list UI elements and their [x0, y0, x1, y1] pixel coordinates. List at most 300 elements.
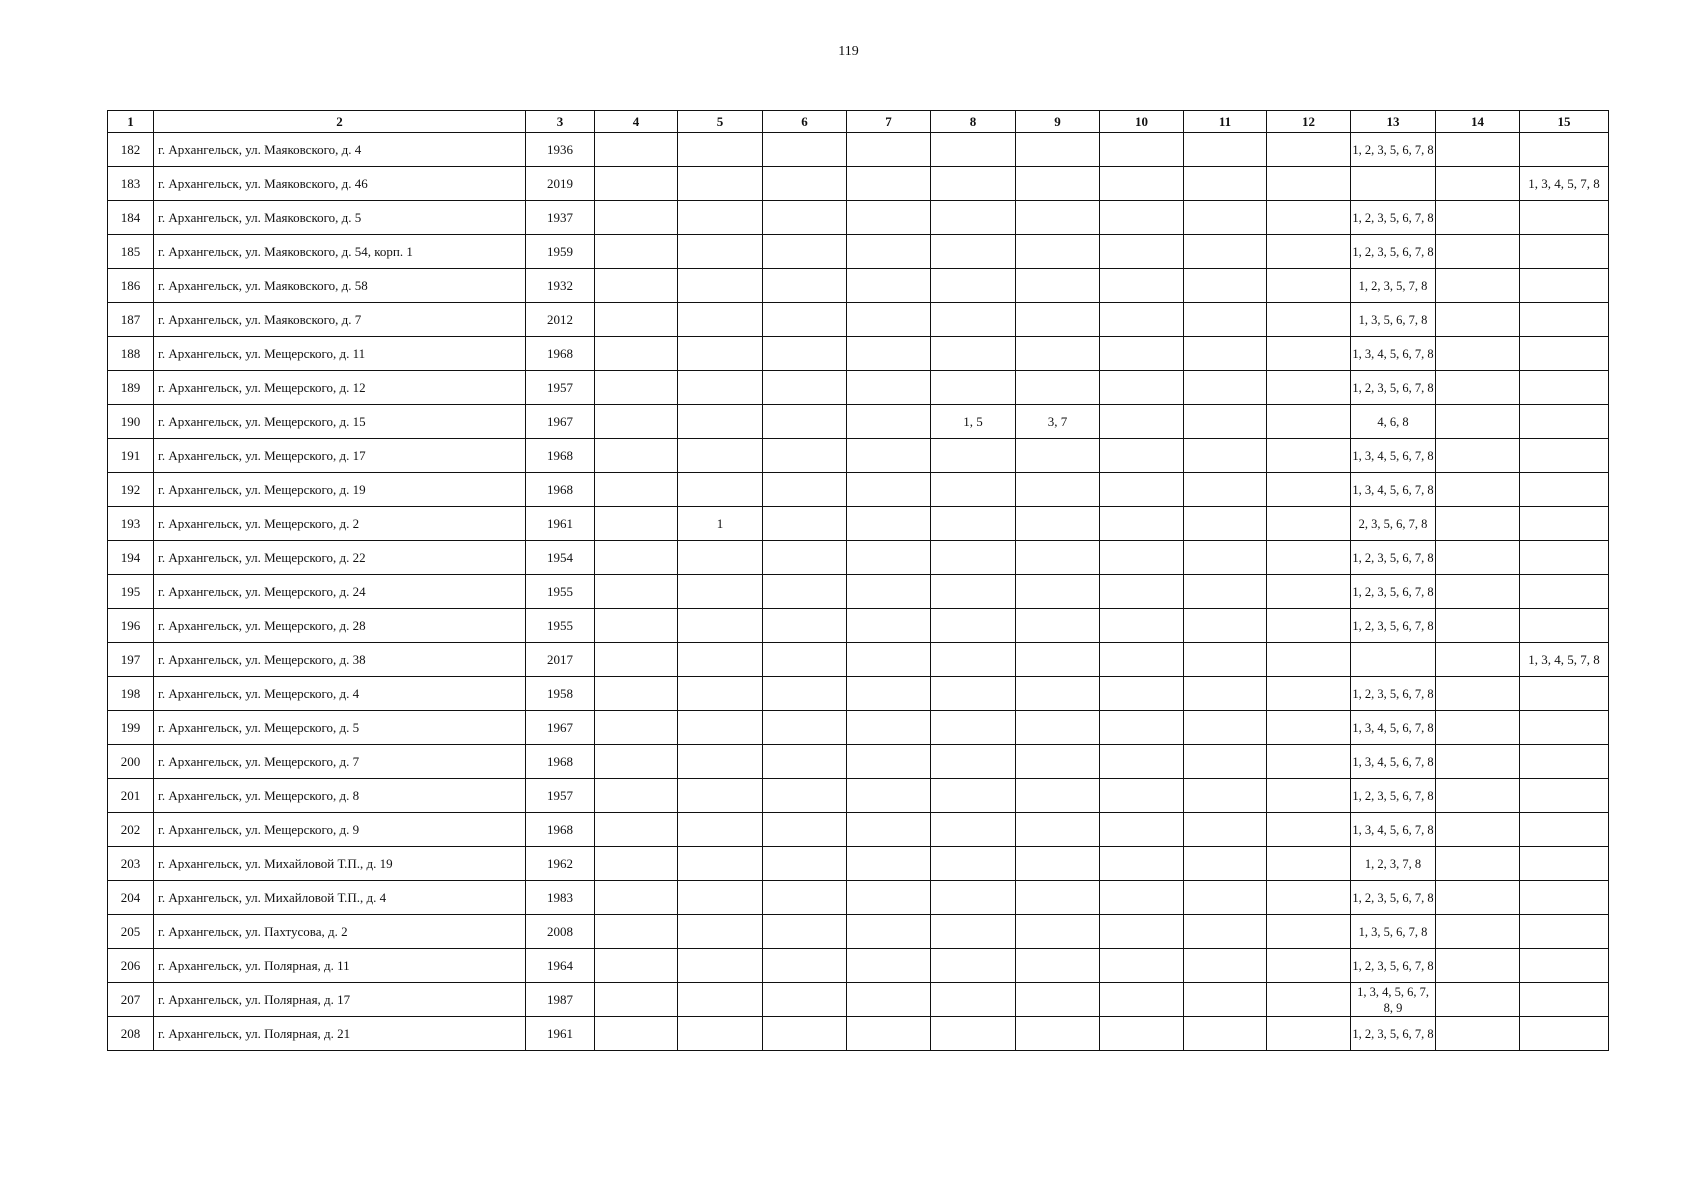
column-10-cell	[1100, 745, 1184, 779]
column-9-cell	[1016, 201, 1100, 235]
column-11-cell	[1184, 881, 1267, 915]
column-4-cell	[595, 201, 678, 235]
column-14-cell	[1436, 745, 1520, 779]
column-5-cell	[678, 1017, 763, 1051]
address-cell: г. Архангельск, ул. Мещерского, д. 28	[154, 609, 526, 643]
year-cell: 1964	[526, 949, 595, 983]
column-12-cell	[1267, 983, 1351, 1017]
column-9-cell	[1016, 711, 1100, 745]
column-10-cell	[1100, 779, 1184, 813]
table-row	[108, 473, 1609, 507]
column-13-cell: 1, 3, 5, 6, 7, 8	[1351, 915, 1436, 949]
column-6-cell	[763, 1017, 847, 1051]
column-8-cell	[931, 303, 1016, 337]
column-13-cell: 4, 6, 8	[1351, 405, 1436, 439]
column-4-cell	[595, 711, 678, 745]
column-11-cell	[1184, 915, 1267, 949]
column-15-cell	[1520, 1017, 1609, 1051]
column-13-cell: 1, 3, 4, 5, 6, 7, 8	[1351, 337, 1436, 371]
address-cell: г. Архангельск, ул. Мещерского, д. 38	[154, 643, 526, 677]
column-11-cell	[1184, 711, 1267, 745]
year-cell: 1932	[526, 269, 595, 303]
column-5-cell	[678, 677, 763, 711]
table-row	[108, 949, 1609, 983]
column-10-cell	[1100, 949, 1184, 983]
column-5-cell	[678, 575, 763, 609]
column-5-cell	[678, 371, 763, 405]
table-row	[108, 745, 1609, 779]
column-4-cell	[595, 541, 678, 575]
column-7-cell	[847, 779, 931, 813]
column-10-cell	[1100, 643, 1184, 677]
year-cell: 1936	[526, 133, 595, 167]
column-9-cell	[1016, 473, 1100, 507]
column-13-cell: 1, 2, 3, 5, 6, 7, 8	[1351, 1017, 1436, 1051]
column-header-9: 9	[1016, 111, 1100, 133]
column-12-cell	[1267, 507, 1351, 541]
column-12-cell	[1267, 133, 1351, 167]
address-cell: г. Архангельск, ул. Маяковского, д. 54, корп. 1	[154, 235, 526, 269]
year-cell: 1968	[526, 439, 595, 473]
column-10-cell	[1100, 439, 1184, 473]
address-cell: г. Архангельск, ул. Мещерского, д. 19	[154, 473, 526, 507]
column-13-cell: 1, 2, 3, 5, 6, 7, 8	[1351, 677, 1436, 711]
column-12-cell	[1267, 439, 1351, 473]
column-11-cell	[1184, 643, 1267, 677]
column-6-cell	[763, 371, 847, 405]
column-8-cell	[931, 745, 1016, 779]
column-12-cell	[1267, 337, 1351, 371]
column-6-cell	[763, 473, 847, 507]
address-cell: г. Архангельск, ул. Маяковского, д. 5	[154, 201, 526, 235]
year-cell: 1937	[526, 201, 595, 235]
column-15-cell	[1520, 711, 1609, 745]
table-row	[108, 167, 1609, 201]
column-10-cell	[1100, 167, 1184, 201]
column-11-cell	[1184, 949, 1267, 983]
column-12-cell	[1267, 813, 1351, 847]
year-cell: 1968	[526, 745, 595, 779]
column-10-cell	[1100, 915, 1184, 949]
column-7-cell	[847, 337, 931, 371]
column-10-cell	[1100, 269, 1184, 303]
address-cell: г. Архангельск, ул. Маяковского, д. 4	[154, 133, 526, 167]
column-13-cell: 1, 2, 3, 5, 6, 7, 8	[1351, 371, 1436, 405]
column-11-cell	[1184, 507, 1267, 541]
column-14-cell	[1436, 541, 1520, 575]
column-8-cell	[931, 609, 1016, 643]
column-7-cell	[847, 473, 931, 507]
column-8-cell	[931, 847, 1016, 881]
column-8-cell	[931, 881, 1016, 915]
column-12-cell	[1267, 201, 1351, 235]
column-9-cell	[1016, 779, 1100, 813]
column-14-cell	[1436, 677, 1520, 711]
column-11-cell	[1184, 813, 1267, 847]
column-10-cell	[1100, 711, 1184, 745]
column-15-cell	[1520, 745, 1609, 779]
column-6-cell	[763, 915, 847, 949]
row-number-cell: 196	[108, 609, 154, 643]
column-14-cell	[1436, 371, 1520, 405]
column-14-cell	[1436, 201, 1520, 235]
row-number-cell: 202	[108, 813, 154, 847]
column-9-cell	[1016, 745, 1100, 779]
column-15-cell	[1520, 575, 1609, 609]
column-7-cell	[847, 371, 931, 405]
column-7-cell	[847, 711, 931, 745]
column-8-cell	[931, 779, 1016, 813]
table-body	[108, 133, 1609, 1051]
column-9-cell	[1016, 813, 1100, 847]
column-10-cell	[1100, 813, 1184, 847]
row-number-cell: 186	[108, 269, 154, 303]
column-4-cell	[595, 439, 678, 473]
table-row	[108, 439, 1609, 473]
column-8-cell	[931, 711, 1016, 745]
row-number-cell: 184	[108, 201, 154, 235]
year-cell: 2019	[526, 167, 595, 201]
column-5-cell	[678, 643, 763, 677]
column-5-cell	[678, 439, 763, 473]
column-7-cell	[847, 575, 931, 609]
year-cell: 1967	[526, 711, 595, 745]
column-15-cell	[1520, 371, 1609, 405]
column-header-8: 8	[931, 111, 1016, 133]
column-11-cell	[1184, 847, 1267, 881]
column-12-cell	[1267, 711, 1351, 745]
column-13-cell: 1, 2, 3, 5, 6, 7, 8	[1351, 235, 1436, 269]
column-11-cell	[1184, 439, 1267, 473]
column-15-cell	[1520, 915, 1609, 949]
row-number-cell: 197	[108, 643, 154, 677]
column-11-cell	[1184, 745, 1267, 779]
column-9-cell	[1016, 541, 1100, 575]
column-12-cell	[1267, 745, 1351, 779]
column-14-cell	[1436, 915, 1520, 949]
column-header-15: 15	[1520, 111, 1609, 133]
column-10-cell	[1100, 235, 1184, 269]
address-cell: г. Архангельск, ул. Маяковского, д. 46	[154, 167, 526, 201]
table-row	[108, 303, 1609, 337]
address-cell: г. Архангельск, ул. Полярная, д. 17	[154, 983, 526, 1017]
year-cell: 1968	[526, 337, 595, 371]
column-7-cell	[847, 745, 931, 779]
column-4-cell	[595, 609, 678, 643]
column-9-cell	[1016, 507, 1100, 541]
column-9-cell	[1016, 371, 1100, 405]
address-cell: г. Архангельск, ул. Мещерского, д. 2	[154, 507, 526, 541]
column-8-cell	[931, 1017, 1016, 1051]
column-header-7: 7	[847, 111, 931, 133]
column-12-cell	[1267, 643, 1351, 677]
column-14-cell	[1436, 813, 1520, 847]
column-15-cell	[1520, 133, 1609, 167]
column-6-cell	[763, 303, 847, 337]
column-14-cell	[1436, 235, 1520, 269]
row-number-cell: 204	[108, 881, 154, 915]
table-row	[108, 201, 1609, 235]
address-cell: г. Архангельск, ул. Мещерского, д. 12	[154, 371, 526, 405]
column-12-cell	[1267, 167, 1351, 201]
table-row	[108, 983, 1609, 1017]
column-13-cell: 1, 3, 4, 5, 6, 7, 8	[1351, 439, 1436, 473]
column-14-cell	[1436, 779, 1520, 813]
column-5-cell	[678, 473, 763, 507]
row-number-cell: 190	[108, 405, 154, 439]
column-10-cell	[1100, 677, 1184, 711]
year-cell: 1954	[526, 541, 595, 575]
column-4-cell	[595, 303, 678, 337]
column-13-cell: 1, 2, 3, 5, 6, 7, 8	[1351, 541, 1436, 575]
column-9-cell	[1016, 643, 1100, 677]
column-8-cell	[931, 949, 1016, 983]
column-7-cell	[847, 609, 931, 643]
column-8-cell	[931, 541, 1016, 575]
column-8-cell	[931, 643, 1016, 677]
row-number-cell: 203	[108, 847, 154, 881]
column-12-cell	[1267, 949, 1351, 983]
row-number-cell: 193	[108, 507, 154, 541]
column-11-cell	[1184, 235, 1267, 269]
year-cell: 1957	[526, 371, 595, 405]
column-12-cell	[1267, 847, 1351, 881]
column-13-cell: 1, 3, 5, 6, 7, 8	[1351, 303, 1436, 337]
column-13-cell: 1, 3, 4, 5, 6, 7, 8, 9	[1351, 983, 1436, 1017]
column-6-cell	[763, 677, 847, 711]
address-cell: г. Архангельск, ул. Мещерского, д. 4	[154, 677, 526, 711]
column-14-cell	[1436, 711, 1520, 745]
column-4-cell	[595, 677, 678, 711]
column-14-cell	[1436, 337, 1520, 371]
column-13-cell	[1351, 643, 1436, 677]
row-number-cell: 188	[108, 337, 154, 371]
column-15-cell	[1520, 303, 1609, 337]
column-4-cell	[595, 881, 678, 915]
column-7-cell	[847, 813, 931, 847]
column-12-cell	[1267, 609, 1351, 643]
column-5-cell: 1	[678, 507, 763, 541]
column-header-12: 12	[1267, 111, 1351, 133]
column-10-cell	[1100, 201, 1184, 235]
column-8-cell: 1, 5	[931, 405, 1016, 439]
column-12-cell	[1267, 541, 1351, 575]
year-cell: 1968	[526, 813, 595, 847]
column-4-cell	[595, 779, 678, 813]
column-13-cell: 1, 3, 4, 5, 6, 7, 8	[1351, 711, 1436, 745]
column-6-cell	[763, 133, 847, 167]
table-row	[108, 575, 1609, 609]
column-14-cell	[1436, 473, 1520, 507]
column-10-cell	[1100, 133, 1184, 167]
column-4-cell	[595, 847, 678, 881]
year-cell: 2017	[526, 643, 595, 677]
row-number-cell: 182	[108, 133, 154, 167]
year-cell: 2008	[526, 915, 595, 949]
column-4-cell	[595, 915, 678, 949]
column-9-cell	[1016, 575, 1100, 609]
row-number-cell: 187	[108, 303, 154, 337]
column-8-cell	[931, 439, 1016, 473]
column-14-cell	[1436, 1017, 1520, 1051]
column-15-cell	[1520, 337, 1609, 371]
year-cell: 1968	[526, 473, 595, 507]
address-cell: г. Архангельск, ул. Полярная, д. 11	[154, 949, 526, 983]
column-14-cell	[1436, 609, 1520, 643]
column-10-cell	[1100, 303, 1184, 337]
column-6-cell	[763, 881, 847, 915]
column-8-cell	[931, 133, 1016, 167]
column-6-cell	[763, 269, 847, 303]
table-row	[108, 133, 1609, 167]
column-13-cell: 1, 3, 4, 5, 6, 7, 8	[1351, 473, 1436, 507]
column-7-cell	[847, 439, 931, 473]
column-5-cell	[678, 303, 763, 337]
column-6-cell	[763, 983, 847, 1017]
address-cell: г. Архангельск, ул. Полярная, д. 21	[154, 1017, 526, 1051]
column-4-cell	[595, 745, 678, 779]
column-13-cell: 2, 3, 5, 6, 7, 8	[1351, 507, 1436, 541]
column-14-cell	[1436, 269, 1520, 303]
column-9-cell	[1016, 303, 1100, 337]
column-15-cell	[1520, 541, 1609, 575]
column-5-cell	[678, 813, 763, 847]
column-12-cell	[1267, 881, 1351, 915]
column-9-cell	[1016, 881, 1100, 915]
row-number-cell: 185	[108, 235, 154, 269]
column-7-cell	[847, 1017, 931, 1051]
column-6-cell	[763, 949, 847, 983]
column-9-cell	[1016, 915, 1100, 949]
column-8-cell	[931, 507, 1016, 541]
year-cell: 1955	[526, 575, 595, 609]
column-13-cell: 1, 2, 3, 5, 6, 7, 8	[1351, 779, 1436, 813]
column-8-cell	[931, 337, 1016, 371]
column-4-cell	[595, 371, 678, 405]
column-11-cell	[1184, 779, 1267, 813]
column-12-cell	[1267, 235, 1351, 269]
column-15-cell	[1520, 677, 1609, 711]
column-5-cell	[678, 337, 763, 371]
column-11-cell	[1184, 269, 1267, 303]
column-13-cell: 1, 2, 3, 5, 7, 8	[1351, 269, 1436, 303]
column-5-cell	[678, 609, 763, 643]
column-7-cell	[847, 235, 931, 269]
column-8-cell	[931, 167, 1016, 201]
column-12-cell	[1267, 1017, 1351, 1051]
year-cell: 1961	[526, 1017, 595, 1051]
column-14-cell	[1436, 507, 1520, 541]
column-15-cell	[1520, 439, 1609, 473]
column-9-cell	[1016, 439, 1100, 473]
row-number-cell: 207	[108, 983, 154, 1017]
column-13-cell: 1, 2, 3, 5, 6, 7, 8	[1351, 201, 1436, 235]
column-11-cell	[1184, 541, 1267, 575]
column-10-cell	[1100, 541, 1184, 575]
address-cell: г. Архангельск, ул. Мещерского, д. 7	[154, 745, 526, 779]
column-header-2: 2	[154, 111, 526, 133]
column-4-cell	[595, 983, 678, 1017]
column-7-cell	[847, 541, 931, 575]
column-8-cell	[931, 201, 1016, 235]
column-5-cell	[678, 167, 763, 201]
address-cell: г. Архангельск, ул. Маяковского, д. 7	[154, 303, 526, 337]
column-6-cell	[763, 813, 847, 847]
row-number-cell: 195	[108, 575, 154, 609]
column-7-cell	[847, 881, 931, 915]
row-number-cell: 194	[108, 541, 154, 575]
column-header-11: 11	[1184, 111, 1267, 133]
row-number-cell: 208	[108, 1017, 154, 1051]
column-10-cell	[1100, 575, 1184, 609]
column-11-cell	[1184, 337, 1267, 371]
column-7-cell	[847, 677, 931, 711]
column-10-cell	[1100, 881, 1184, 915]
column-12-cell	[1267, 269, 1351, 303]
row-number-cell: 191	[108, 439, 154, 473]
column-8-cell	[931, 915, 1016, 949]
column-6-cell	[763, 439, 847, 473]
column-11-cell	[1184, 677, 1267, 711]
year-cell: 1962	[526, 847, 595, 881]
row-number-cell: 199	[108, 711, 154, 745]
column-7-cell	[847, 201, 931, 235]
address-cell: г. Архангельск, ул. Мещерского, д. 24	[154, 575, 526, 609]
column-6-cell	[763, 337, 847, 371]
column-15-cell: 1, 3, 4, 5, 7, 8	[1520, 167, 1609, 201]
column-10-cell	[1100, 983, 1184, 1017]
column-7-cell	[847, 167, 931, 201]
column-9-cell	[1016, 337, 1100, 371]
column-4-cell	[595, 133, 678, 167]
column-4-cell	[595, 575, 678, 609]
column-12-cell	[1267, 405, 1351, 439]
column-5-cell	[678, 405, 763, 439]
column-15-cell: 1, 3, 4, 5, 7, 8	[1520, 643, 1609, 677]
table-row	[108, 915, 1609, 949]
column-14-cell	[1436, 405, 1520, 439]
column-6-cell	[763, 847, 847, 881]
column-12-cell	[1267, 473, 1351, 507]
column-8-cell	[931, 371, 1016, 405]
column-7-cell	[847, 303, 931, 337]
column-11-cell	[1184, 133, 1267, 167]
address-cell: г. Архангельск, ул. Мещерского, д. 5	[154, 711, 526, 745]
column-7-cell	[847, 405, 931, 439]
column-13-cell	[1351, 167, 1436, 201]
column-8-cell	[931, 473, 1016, 507]
column-5-cell	[678, 133, 763, 167]
column-5-cell	[678, 541, 763, 575]
table-row	[108, 881, 1609, 915]
table-row	[108, 337, 1609, 371]
column-9-cell	[1016, 1017, 1100, 1051]
column-8-cell	[931, 269, 1016, 303]
year-cell: 1987	[526, 983, 595, 1017]
column-5-cell	[678, 847, 763, 881]
column-6-cell	[763, 507, 847, 541]
column-11-cell	[1184, 575, 1267, 609]
column-5-cell	[678, 881, 763, 915]
column-8-cell	[931, 235, 1016, 269]
column-4-cell	[595, 949, 678, 983]
column-6-cell	[763, 609, 847, 643]
row-number-cell: 183	[108, 167, 154, 201]
column-5-cell	[678, 779, 763, 813]
column-12-cell	[1267, 575, 1351, 609]
column-14-cell	[1436, 983, 1520, 1017]
column-15-cell	[1520, 949, 1609, 983]
